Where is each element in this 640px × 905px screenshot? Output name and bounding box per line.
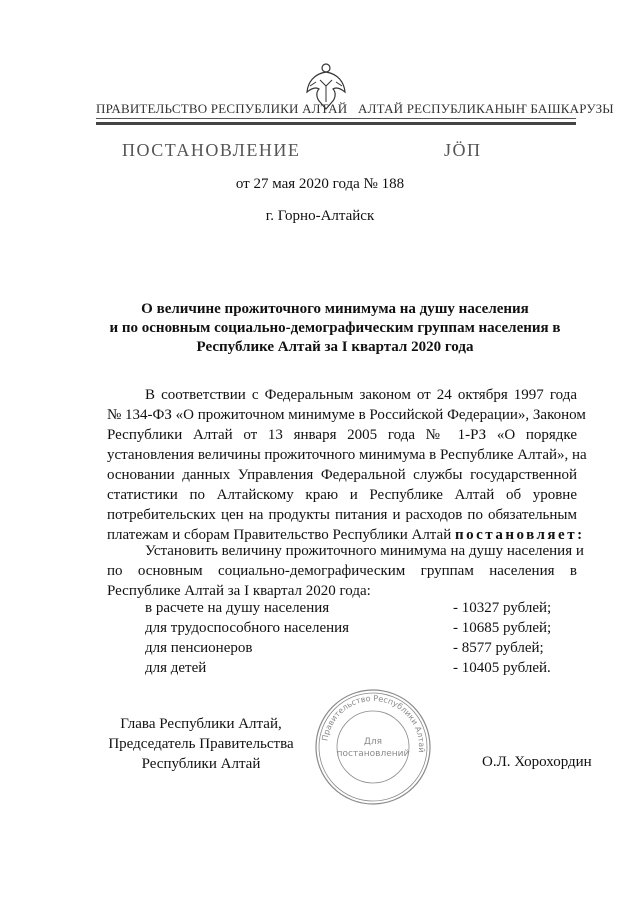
decree-word: постановляет: (454, 527, 585, 543)
subsistence-list (145, 598, 565, 678)
paragraph-line: статистики по Алтайскому краю и Республике Алтай об уровне (107, 487, 577, 503)
decree-city: г. Горно-Алтайск (265, 208, 375, 224)
signatory-position (108, 714, 294, 774)
header-divider-thick (96, 122, 576, 125)
item-label: для трудоспособного населения (145, 620, 350, 636)
header-org-alt: АЛТАЙ РЕСПУБЛИКАНЫҤ БАШКАРУЗЫ (358, 101, 614, 116)
list-item (145, 618, 565, 638)
decree-title (100, 300, 570, 357)
paragraph-line: по основным социально-демографическим группам населения в (107, 563, 577, 579)
decree-date-number: от 27 мая 2020 года № 188 (235, 176, 405, 192)
title-line: и по основным социально-демографическим группам населения в (109, 320, 561, 336)
seal-inner-text-1: Для (363, 737, 383, 747)
header-divider-thin (96, 118, 576, 119)
signatory-line: Глава Республики Алтай, (120, 716, 282, 732)
doc-type-alt: ЈӦП (444, 140, 482, 160)
preamble-paragraph (107, 385, 587, 545)
official-seal (314, 688, 432, 806)
item-label: для пенсионеров (145, 640, 253, 656)
item-value: - 10405 рублей. (453, 660, 551, 676)
header-org-ru: ПРАВИТЕЛЬСТВО РЕСПУБЛИКИ АЛТАЙ (96, 101, 348, 116)
item-value: - 10685 рублей; (453, 620, 552, 636)
resolution-paragraph (107, 541, 584, 601)
seal-inner-text-2: постановлений (336, 749, 410, 759)
paragraph-line-text: платежам и сборам Правительство Республики Алтай (107, 527, 452, 543)
item-label: в расчете на душу населения (145, 600, 330, 616)
list-item (145, 658, 565, 678)
paragraph-line: основании данных Управления Федеральной службы государственной (107, 467, 577, 483)
paragraph-line: Республики Алтай от 13 января 2005 года № 1-РЗ «О порядке (107, 427, 577, 443)
paragraph-line: Установить величину прожиточного минимума на душу населения и (145, 543, 584, 559)
item-label: для детей (145, 660, 207, 676)
item-value: - 10327 рублей; (453, 600, 552, 616)
list-item (145, 598, 565, 618)
item-value: - 8577 рублей; (453, 640, 544, 656)
list-item (145, 638, 565, 658)
signatory-line: Председатель Правительства (108, 736, 294, 752)
paragraph-line: потребительских цен на продукты питания и расходов по обязательным (107, 507, 577, 523)
doc-type-ru: ПОСТАНОВЛЕНИЕ (122, 140, 301, 160)
signatory-name: О.Л. Хорохордин (482, 754, 592, 770)
paragraph-line: В соответствии с Федеральным законом от 24 октября 1997 года (145, 387, 577, 403)
seal-outer-text: Правительство Республики Алтай (320, 693, 427, 753)
paragraph-line: Республике Алтай за I квартал 2020 года: (107, 583, 371, 599)
signatory-line: Республики Алтай (141, 756, 261, 772)
paragraph-line: установления величины прожиточного минимума в Республике Алтай», на (107, 447, 587, 463)
title-line: Республике Алтай за I квартал 2020 года (196, 339, 474, 355)
title-line: О величине прожиточного минимума на душу населения (141, 301, 529, 317)
paragraph-line: № 134-ФЗ «О прожиточном минимуме в Российской Федерации», Законом (107, 407, 586, 423)
